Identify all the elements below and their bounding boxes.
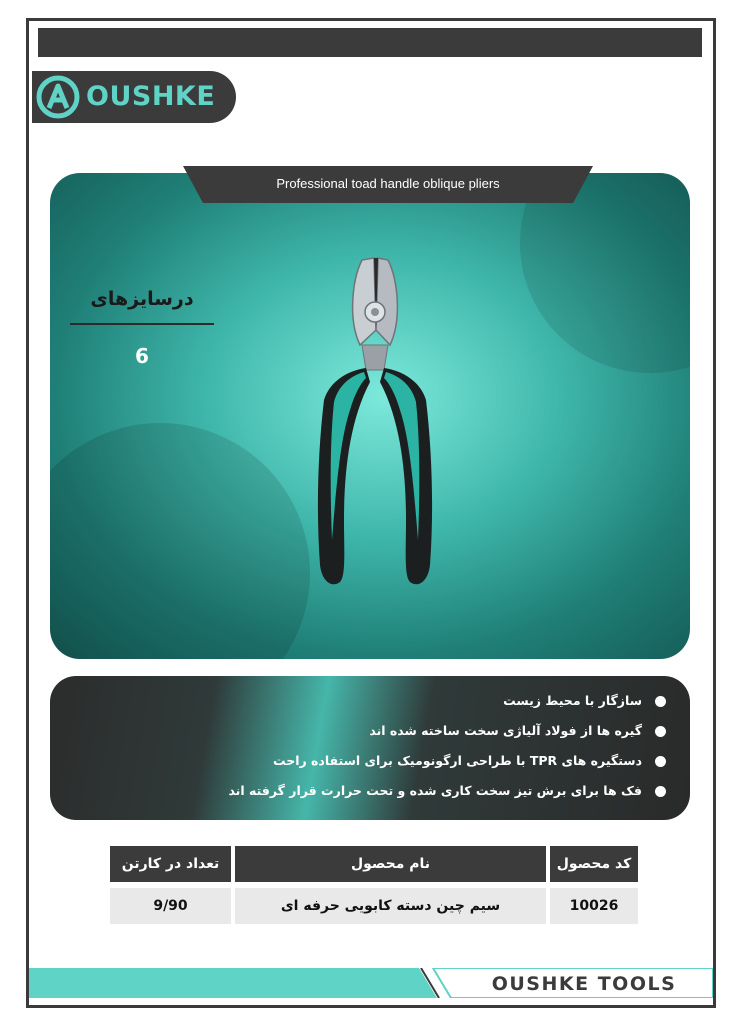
header-product-code: کد محصول <box>550 846 638 882</box>
logo-text: OUSHKE <box>86 81 216 112</box>
footer-text: OUSHKE TOOLS <box>491 973 677 995</box>
bullet-icon <box>655 726 666 737</box>
table-row <box>110 888 638 924</box>
footer-bar <box>29 968 713 998</box>
feature-item: فک ها برای برش تیز سخت کاری شده و تحت حرارت قرار گرفته اند <box>228 780 666 810</box>
sizes-label: درسایزهای <box>90 288 194 310</box>
feature-item: گیره ها از فولاد آلیاژی سخت ساخته شده اند <box>228 720 666 750</box>
header-carton-qty: تعداد در کارتن <box>110 846 231 882</box>
oushke-logo-icon <box>36 75 80 119</box>
product-title: Professional toad handle oblique pliers <box>276 176 500 191</box>
bullet-icon <box>655 786 666 797</box>
carton-qty-value: 9/90 <box>110 888 231 924</box>
product-name-value: سیم چین دسته کابویی حرفه ای <box>235 888 546 924</box>
feature-item: دستگیره های TPR با طراحی ارگونومیک برای استفاده راحت <box>228 750 666 780</box>
product-code-value: 10026 <box>550 888 638 924</box>
features-panel <box>50 676 690 820</box>
sizes-underline <box>70 323 214 325</box>
brand-logo <box>32 71 236 123</box>
top-bar <box>38 28 702 57</box>
bullet-icon <box>655 696 666 707</box>
pliers-image <box>300 250 450 595</box>
header-product-name: نام محصول <box>235 846 546 882</box>
size-value: 6 <box>135 344 149 368</box>
feature-item: سازگار با محیط زیست <box>228 690 666 720</box>
product-title-banner <box>183 166 593 203</box>
table-header-row <box>110 846 638 882</box>
bullet-icon <box>655 756 666 767</box>
features-list <box>228 690 666 810</box>
